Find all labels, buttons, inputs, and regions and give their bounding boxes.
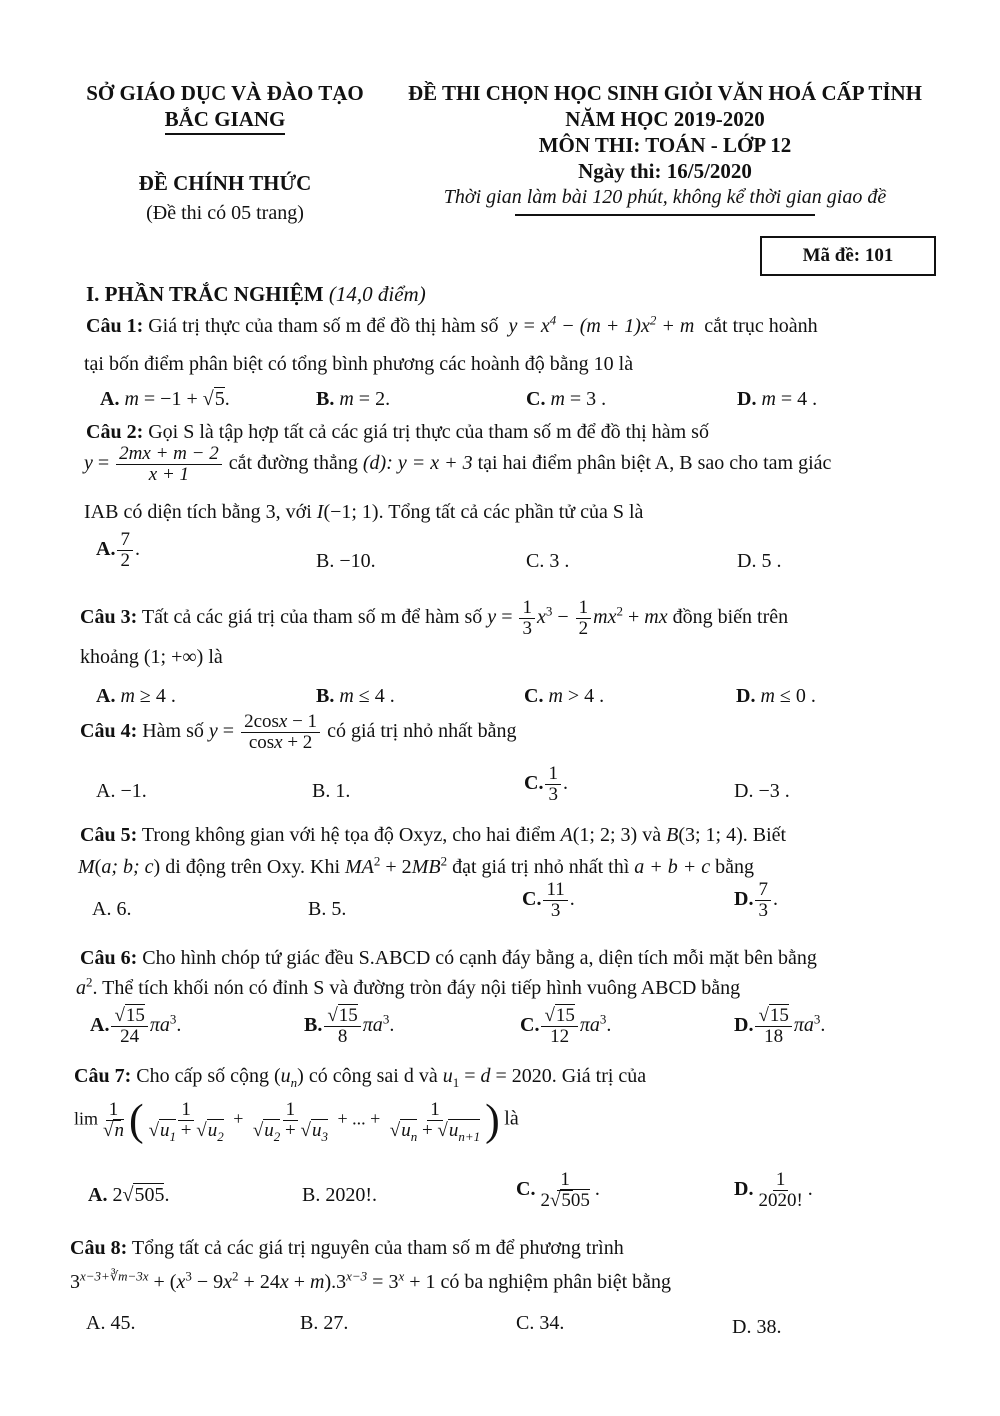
q4-c-label: C.: [524, 772, 544, 795]
section-title: [86, 282, 426, 307]
q7-a-label: A.: [88, 1184, 108, 1206]
q6-d-label: D.: [734, 1014, 754, 1037]
q3-option-d: D. m ≤ 0 .: [736, 685, 816, 707]
question-2: [86, 420, 926, 444]
header-rule: [515, 214, 815, 216]
q1-option-a: A. m = −1 + √5.: [100, 388, 230, 410]
q5-text: Trong không gian với hệ tọa độ Oxyz, cho hai điểm: [141, 824, 556, 846]
q1-option-c: C. m = 3 .: [526, 388, 607, 410]
q1-a-label: A.: [100, 388, 120, 410]
q1-b-label: B.: [316, 388, 335, 410]
q3-option-b: B. m ≤ 4 .: [316, 685, 395, 707]
q2-text3: tại hai điểm phân biệt A, B sao cho tam giác: [477, 452, 832, 475]
q1-d-label: D.: [737, 388, 757, 410]
q4-option-c: C. $\frac{1}{3}$ .: [524, 763, 568, 805]
q6-b-label: B.: [304, 1014, 323, 1037]
q4-option-b: B. 1.: [312, 780, 351, 802]
question-5-line2: M(a; b; c) di động trên Oxy. Khi $MA^2 + 2MB^2$ đạt giá trị nhỏ nhất thì a + b + c bằng: [78, 853, 755, 878]
question-7-line2: lim $\frac{1}{√n}$ ( $\frac{1}{√u_1 + √u_2}$ + $\frac{1}{√u_2 + √u_3}$ + ... + $\frac{1}{√u_n + √u_{n+1}}$ ) là: [74, 1095, 519, 1145]
q8-option-d: D. 38.: [732, 1316, 782, 1338]
q5-option-b: B. 5.: [308, 898, 347, 920]
q7-option-b: B. 2020!.: [302, 1184, 377, 1206]
q1-label: Câu 1:: [86, 315, 144, 337]
q3-option-c: C. m > 4 .: [524, 685, 605, 707]
exam-date: Ngày thi: 16/5/2020: [578, 159, 752, 183]
q8-label: Câu 8:: [70, 1237, 128, 1259]
exam-code-box: [760, 236, 936, 276]
q6-option-a: A. $\frac{√15}{24}$ $\pi a^3$.: [90, 1005, 182, 1047]
q7-text: Cho cấp số cộng: [136, 1065, 269, 1087]
q5-label: Câu 5:: [80, 824, 138, 846]
q3-b-label: B.: [316, 685, 335, 707]
q2-text4: IAB có diện tích bằng 3, với: [84, 501, 312, 523]
q6-option-c: C. $\frac{√15}{12}$ $\pi a^3$.: [520, 1005, 612, 1047]
q5-option-c: C. $\frac{11}{3}$ .: [522, 879, 575, 921]
duration: Thời gian làm bài 120 phút, không kể thời gian giao đề: [443, 186, 887, 208]
q2-text2: cắt đường thẳng: [228, 452, 358, 475]
question-8: [70, 1236, 920, 1260]
q1-text: Giá trị thực của tham số m để đồ thị hàm số: [148, 315, 499, 337]
org-line2: BẮC GIANG: [165, 106, 286, 135]
q1-formula: $y = x^4 - (m + 1)x^2 + m$: [503, 312, 700, 337]
q5-text3: . Biết: [742, 824, 787, 846]
q6-text2: . Thể tích khối nón có đỉnh S và đường tròn đáy nội tiếp hình vuông ABCD bằng: [92, 977, 741, 999]
q7-label: Câu 7:: [74, 1065, 132, 1087]
q5-d-label: D.: [734, 888, 754, 911]
official-label: ĐỀ CHÍNH THỨC: [138, 171, 312, 195]
q2-text5: . Tổng tất cả các phần tử của S là: [378, 501, 644, 523]
q6-a-label: A.: [90, 1014, 110, 1037]
q4-option-d: D. −3 .: [734, 780, 790, 802]
q8-text: Tổng tất cả các giá trị nguyên của tham số m để phương trình: [131, 1237, 624, 1259]
q2-label: Câu 2:: [86, 421, 144, 443]
q2-option-a: A. $\frac{7}{2}$ .: [96, 529, 140, 571]
section-points: (14,0 điểm): [328, 282, 426, 306]
q2-option-b: B. −10.: [316, 550, 376, 572]
q8-option-a: A. 45.: [86, 1312, 136, 1334]
q1-option-b: B. m = 2.: [316, 388, 391, 410]
q2-option-c: C. 3 .: [526, 550, 570, 572]
q6-option-d: D. $\frac{√15}{18}$ $\pi a^3$.: [734, 1005, 826, 1047]
q5-option-d: D. $\frac{7}{3}$ .: [734, 879, 778, 921]
question-3-line2: khoảng (1; +∞) là: [80, 646, 223, 668]
question-2-line2: y = $\frac{2mx + m - 2}{x + 1}$ cắt đường thẳng (d): y = x + 3 tại hai điểm phân biệt A, B sao cho tam giác: [84, 443, 832, 485]
q2-a-label: A.: [96, 538, 116, 561]
question-6: [80, 946, 930, 970]
q3-text2: đồng biến trên: [672, 606, 789, 629]
q7-c-label: C.: [516, 1178, 536, 1201]
question-5: Câu 5: Trong không gian với hệ tọa độ Oxyz, cho hai điểm A(1; 2; 3) và B(3; 1; 4). Biết: [80, 824, 787, 846]
q3-text4: là: [208, 646, 223, 668]
q7-option-a: A. 2√505.: [88, 1184, 170, 1206]
header-left: [80, 80, 370, 225]
q5-option-a: A. 6.: [92, 898, 132, 920]
q1-c-label: C.: [526, 388, 546, 410]
subject: MÔN THI: TOÁN - LỚP 12: [538, 133, 792, 157]
exam-title: ĐỀ THI CHỌN HỌC SINH GIỎI VĂN HOÁ CẤP TỈNH: [407, 81, 922, 105]
q3-text3: khoảng: [80, 646, 139, 668]
q3-d-label: D.: [736, 685, 756, 707]
q1-text2: cắt trục hoành: [704, 315, 818, 337]
q5-c-label: C.: [522, 888, 542, 911]
question-1-line2: tại bốn điểm phân biệt có tổng bình phương các hoành độ bằng 10 là: [84, 353, 634, 375]
question-1: [86, 314, 926, 338]
q5-text4: di động trên Oxy. Khi: [165, 856, 341, 878]
q3-text: Tất cả các giá trị của tham số m để hàm số: [141, 606, 483, 629]
q3-option-a: A. m ≥ 4 .: [96, 685, 176, 707]
q7-option-d: D. $\frac{1}{2020!}$ .: [734, 1169, 813, 1211]
q5-text2: và: [642, 824, 662, 846]
q4-option-a: A. −1.: [96, 780, 147, 802]
q7-text2: có công sai d và: [308, 1065, 438, 1087]
q3-c-label: C.: [524, 685, 544, 707]
question-2-line3: IAB có diện tích bằng 3, với I(−1; 1). Tổng tất cả các phần tử của S là: [84, 501, 644, 523]
q8-option-c: C. 34.: [516, 1312, 565, 1334]
section-title-text: I. PHẦN TRẮC NGHIỆM: [86, 282, 324, 306]
q8-text2: có ba nghiệm phân biệt bằng: [440, 1271, 672, 1293]
question-7: Câu 7: Cho cấp số cộng $(u_n)$ có công sai d và $u_1 = d = 2020$. Giá trị của: [74, 1065, 647, 1090]
q6-c-label: C.: [520, 1014, 540, 1037]
q6-text: Cho hình chóp tứ giác đều S.ABCD có cạnh đáy bằng a, diện tích mỗi mặt bên bằng: [142, 947, 817, 969]
question-3: Câu 3: Tất cả các giá trị của tham số m để hàm số y = $\frac{1}{3}$ $x^3$ − $\frac{1}{2}$ $mx^2$ + mx đồng biến trên: [80, 597, 789, 639]
org-line1: SỞ GIÁO DỤC VÀ ĐÀO TẠO: [86, 81, 364, 105]
q7-option-c: C. $\frac{1}{2√505}$ .: [516, 1169, 600, 1211]
exam-code: Mã đề: 101: [802, 245, 894, 266]
header-right: [385, 80, 945, 216]
q3-a-label: A.: [96, 685, 116, 707]
question-8-line2: $3^{x-3+∛m-3x} + (x^3 - 9x^2 + 24x + m).3^{x-3} = 3^x + 1$ có ba nghiệm phân biệt bằng: [70, 1268, 672, 1293]
q7-d-label: D.: [734, 1178, 754, 1201]
q1-option-d: D. m = 4 .: [737, 388, 818, 410]
q6-option-b: B. $\frac{√15}{8}$ $\pi a^3$.: [304, 1005, 395, 1047]
q5-text5: đạt giá trị nhỏ nhất thì: [452, 856, 630, 878]
q7-text3: . Giá trị của: [551, 1065, 647, 1087]
school-year: NĂM HỌC 2019-2020: [565, 107, 765, 131]
q6-label: Câu 6:: [80, 947, 138, 969]
q4-text2: có giá trị nhỏ nhất bằng: [327, 720, 517, 743]
q2-text: Gọi S là tập hợp tất cả các giá trị thực của tham số m để đồ thị hàm số: [148, 421, 709, 443]
q7-text4: là: [504, 1107, 519, 1130]
question-4: Câu 4: Hàm số y = $\frac{2\cos x - 1}{\cos x + 2}$ có giá trị nhỏ nhất bằng: [80, 711, 517, 753]
q5-text6: bằng: [715, 856, 755, 878]
q2-option-d: D. 5 .: [737, 550, 782, 572]
pages-note: (Đề thi có 05 trang): [146, 202, 304, 224]
question-6-line2: $a^2$. Thể tích khối nón có đỉnh S và đường tròn đáy nội tiếp hình vuông ABCD bằng: [76, 974, 741, 999]
q8-option-b: B. 27.: [300, 1312, 349, 1334]
q4-text: Hàm số: [142, 720, 204, 743]
q4-label: Câu 4:: [80, 720, 138, 743]
q3-label: Câu 3:: [80, 606, 138, 629]
